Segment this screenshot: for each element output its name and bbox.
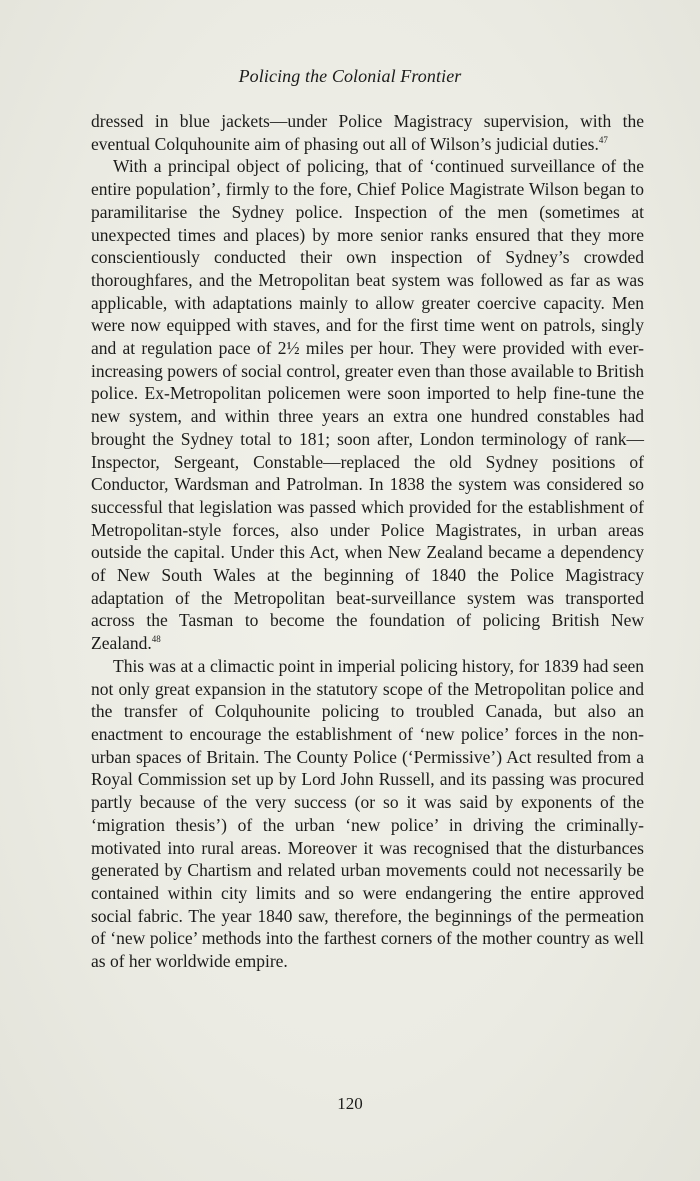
footnote-marker: 47: [598, 134, 608, 145]
paragraph: [91, 155, 644, 654]
paragraph: [91, 655, 644, 973]
body-text: [91, 110, 644, 973]
page-number: 120: [337, 1094, 363, 1113]
paragraph-text: This was at a climactic point in imperial policing history, for 1839 had seen not only great expansion in the statutory scope of the Metropolitan police and the transfer of Colquhounite policing to troubled Canada, but also an enactment to encourage the establishment of ‘new police’ forces in the non-urban spaces of Britain. The County Police (‘Permissive’) Act resulted from a Royal Commission set up by Lord John Russell, and its passing was procured partly because of the very success (or so it was said by exponents of the ‘migration thesis’) of the urban ‘new police’ in driving the criminally-motivated into rural areas. Moreover it was recognised that the disturbances generated by Chartism and related urban movements could not necessarily be contained within city limits and so were endangering the entire approved social fabric. The year 1840 saw, therefore, the beginnings of the permeation of ‘new police’ methods into the farthest corners of the mother country as well as of her worldwide empire.: [91, 655, 644, 972]
running-head-title: Policing the Colonial Frontier: [238, 66, 462, 86]
paragraph-text: dressed in blue jackets—under Police Magistracy supervision, with the eventual Colquhounite aim of phasing out all of Wilson’s judicial duties.: [91, 111, 644, 154]
paragraph-text: With a principal object of policing, that of ‘continued surveillance of the entire population’, firmly to the fore, Chief Police Magistrate Wilson began to paramilitarise the Sydney police. Inspection of the men (sometimes at unexpected times and places) by more senior ranks ensured that they more conscientiously conducted their own inspection of Sydney’s crowded thoroughfares, and the Metropolitan beat system was followed as far as was applicable, with adaptations mainly to allow greater coercive capacity. Men were now equipped with staves, and for the first time went on patrols, singly and at regulation pace of 2½ miles per hour. They were provided with ever-increasing powers of social control, greater even than those available to British police. Ex-Metropolitan policemen were soon imported to help fine-tune the new system, and within three years an extra one hundred constables had brought the Sydney total to 181; soon after, London terminology of rank—Inspector, Sergeant, Constable—replaced the old Sydney positions of Conductor, Wardsman and Patrolman. In 1838 the system was considered so successful that legislation was passed which provided for the establishment of Metropolitan-style forces, also under Police Magistrates, in urban areas outside the capital. Under this Act, when New Zealand became a dependency of New South Wales at the beginning of 1840 the Police Magistracy adaptation of the Metropolitan beat-surveillance system was transported across the Tasman to become the foundation of policing British New Zealand.: [91, 156, 645, 654]
footnote-marker: 48: [151, 634, 161, 645]
paragraph-continuation: [91, 110, 644, 155]
